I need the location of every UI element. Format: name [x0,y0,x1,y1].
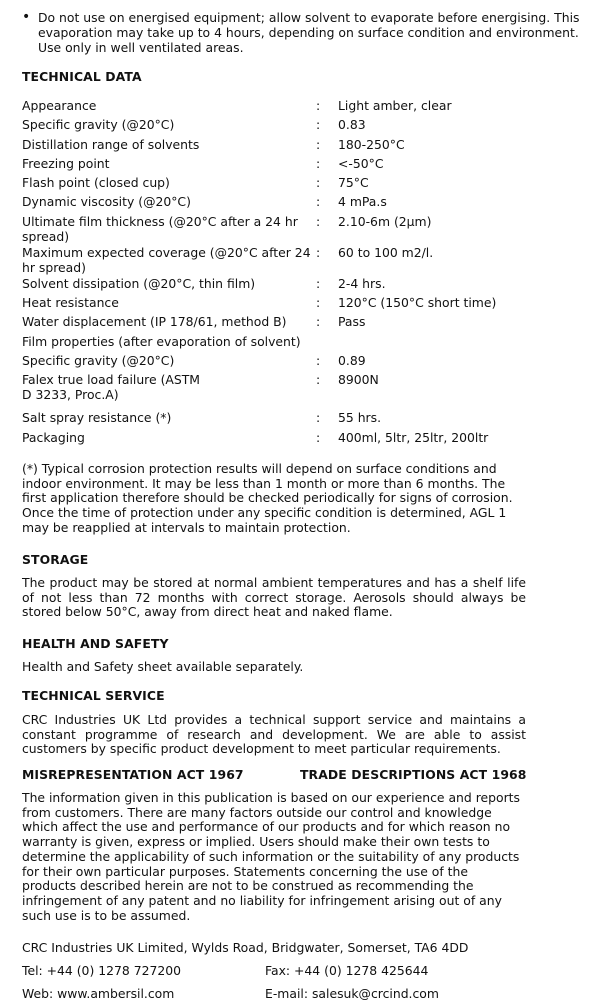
row-separator: : [316,429,321,445]
row-separator: : [316,410,321,426]
row-label: Specific gravity (@20°C) [22,117,175,133]
row-label: Packaging [22,429,85,445]
storage-text: The product may be stored at normal ambient temperatures and has a shelf life of not less than 72 months with correct storage. Aerosols should always be stored below 50°C, away from direct heat and naked flame. [22,575,526,620]
row-separator: : [316,244,321,260]
row-label: Appearance [22,98,97,113]
row-value: Pass [338,314,366,330]
row-value: 2.10-6m (2μm) [338,213,432,229]
table-row [22,353,582,372]
row-separator: : [316,136,321,152]
table-row [22,214,582,245]
company-address: CRC Industries UK Limited, Wylds Road, Bridgwater, Somerset, TA6 4DD [22,940,469,955]
bullet-icon: • [22,9,31,25]
email-link[interactable]: E-mail: salesuk@crcind.com [265,986,439,1001]
row-value: 0.89 [338,352,366,368]
row-label: Solvent dissipation (@20°C, thin film) [22,275,256,291]
technical-service-text: CRC Industries UK Ltd provides a technical support service and maintains a constant programme of research and development. We are able to assist customers by specific product development to meet particular requirements. [22,712,526,757]
table-row [22,295,582,314]
row-value: 0.83 [338,117,366,133]
row-label: Distillation range of solvents [22,136,200,152]
row-value: 75°C [338,175,369,191]
row-value: 4 mPa.s [338,194,387,210]
row-label: Heat resistance [22,295,119,311]
row-label: Salt spray resistance (*) [22,410,172,426]
row-separator: : [316,275,321,291]
row-label: Flash point (closed cup) [22,175,170,191]
usage-bullet [22,10,582,55]
table-row [22,117,582,136]
storage-heading: STORAGE [22,552,89,567]
row-label: Freezing point [22,155,110,171]
row-separator: : [316,314,321,330]
table-row [22,430,582,449]
row-label: Ultimate film thickness (@20°C after a 24 hr spread) [22,213,298,244]
table-row [22,276,582,295]
row-value: 2-4 hrs. [338,275,386,291]
row-value: 120°C (150°C short time) [338,295,497,311]
table-row [22,175,582,194]
row-value: 55 hrs. [338,410,382,426]
row-label: Maximum expected coverage (@20°C after 24 hr spread) [22,244,311,275]
row-separator: : [316,155,321,171]
row-label: Dynamic viscosity (@20°C) [22,194,191,210]
table-row [22,137,582,156]
row-label: Film properties (after evaporation of solvent) [22,333,301,349]
table-row [22,194,582,213]
row-value: 400ml, 5ltr, 25ltr, 200ltr [338,429,489,445]
table-row [22,334,582,353]
row-value: Light amber, clear [338,98,452,113]
corrosion-note: (*) Typical corrosion protection results will depend on surface conditions and indoor environment. It may be less than 1 month or more than 6 months. The first application therefore should be checked periodically for signs of corrosion. Once the time of protection under any specific condition is determined, AGL 1 may be reapplied at intervals to maintain protection. [22,461,513,535]
row-value: 180-250°C [338,136,405,152]
table-row [22,156,582,175]
table-row [22,314,582,333]
row-value: 8900N [338,372,379,388]
row-value: 60 to 100 m2/l. [338,244,434,260]
row-label: Falex true load failure (ASTM D 3233, Proc.A) [22,372,200,403]
bullet-text: Do not use on energised equipment; allow solvent to evaporate before energising. This evaporation may take up to 4 hours, depending on surface condition and environment. Use only in well ventilated areas. [38,10,580,55]
row-separator: : [316,213,321,229]
row-separator: : [316,295,321,311]
row-separator: : [316,352,321,368]
trade-descriptions-act-heading: TRADE DESCRIPTIONS ACT 1968 [300,767,527,782]
row-separator: : [316,372,321,388]
fax: Fax: +44 (0) 1278 425644 [265,963,429,978]
row-separator: : [316,117,321,133]
row-value: <-50°C [338,155,384,171]
misrepresentation-act-heading: MISREPRESENTATION ACT 1967 [22,767,244,782]
row-label: Specific gravity (@20°C) [22,352,175,368]
row-label: Water displacement (IP 178/61, method B) [22,314,287,330]
health-safety-text: Health and Safety sheet available separately. [22,659,304,674]
telephone: Tel: +44 (0) 1278 727200 [22,963,181,978]
table-row [22,245,582,276]
row-separator: : [316,194,321,210]
table-row [22,372,582,410]
technical-service-heading: TECHNICAL SERVICE [22,688,165,703]
health-safety-heading: HEALTH AND SAFETY [22,636,169,651]
row-separator: : [316,98,321,113]
legal-disclaimer-text: The information given in this publication is based on our experience and reports from customers. There are many factors outside our control and knowledge which affect the use and performance of our products and for which reason no warranty is given, express or implied. Users should make their own tests to determine the applicability of such information or the suitability of any products for their own particular purposes. Statements concerning the use of the products described herein are not to be construed as recommending the infringement of any patent and no liability for infringement arising out of any such use is to be assumed. [22,790,520,923]
table-row [22,98,582,117]
technical-data-heading: TECHNICAL DATA [22,69,142,84]
table-row [22,410,582,429]
technical-data-table [22,98,582,449]
row-separator: : [316,175,321,191]
website-link[interactable]: Web: www.ambersil.com [22,986,175,1001]
